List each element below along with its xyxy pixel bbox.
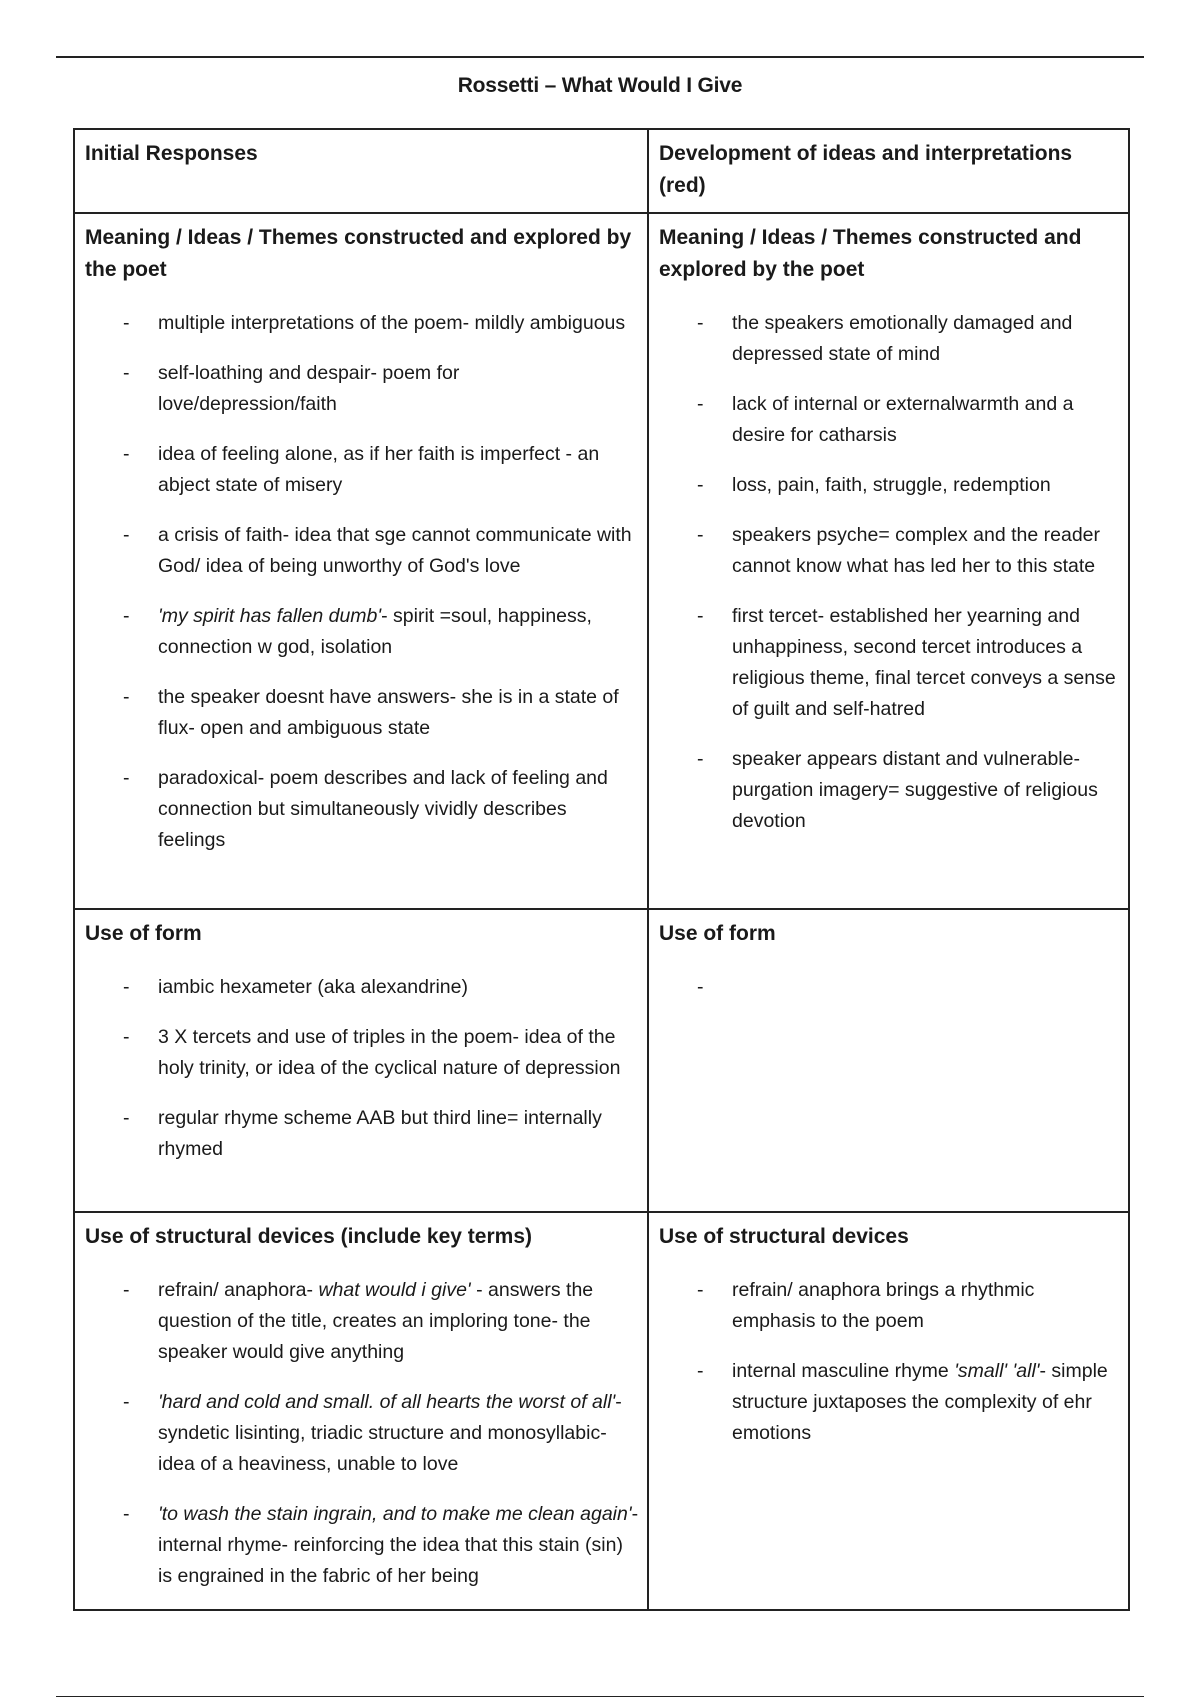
quotation: 'small' 'all': [954, 1360, 1040, 1382]
structure-heading-left: Use of structural devices (include key terms): [85, 1225, 532, 1248]
notes-table: [73, 128, 1130, 1611]
page-title: Rossetti – What Would I Give: [457, 74, 743, 97]
list-item: - idea of feeling alone, as if her faith is imperfect - an abject state of misery: [85, 439, 639, 501]
list-item: - a crisis of faith- idea that sge cannot communicate with God/ idea of being unworthy of God's love: [85, 520, 639, 582]
structure-cell-right: [648, 1212, 1129, 1610]
list-item: [85, 1387, 639, 1480]
list-item: - multiple interpretations of the poem- mildly ambiguous: [85, 308, 639, 339]
list-item: [659, 972, 1120, 1003]
list-item: - regular rhyme scheme AAB but third line= internally rhymed: [85, 1103, 639, 1165]
list-item: - speaker appears distant and vulnerable- purgation imagery= suggestive of religious devotion: [659, 744, 1120, 837]
list-item: - iambic hexameter (aka alexandrine): [85, 972, 639, 1003]
meaning-heading-left: Meaning / Ideas / Themes constructed and explored by the poet: [85, 226, 632, 281]
item-text: - spirit =soul, happiness, connection w god, isolation: [158, 605, 592, 658]
list-item: [659, 1356, 1120, 1449]
item-text: - internal rhyme- reinforcing the idea that this stain (sin) is engrained in the fabric of her being: [158, 1503, 639, 1587]
list-item: - refrain/ anaphora brings a rhythmic emphasis to the poem: [659, 1275, 1120, 1337]
bullet-list: [659, 308, 1120, 837]
bullet-list: [85, 308, 639, 856]
bullet-list: [659, 972, 1120, 1003]
form-cell-left: [74, 909, 648, 1212]
top-rule: [56, 56, 1144, 58]
bottom-rule: [56, 1696, 1144, 1697]
item-text: - syndetic lisinting, triadic structure and monosyllabic- idea of a heaviness, unable to love: [158, 1391, 622, 1475]
bullet-list: [85, 1275, 639, 1592]
meaning-cell-right: [648, 213, 1129, 909]
list-item: - the speakers emotionally damaged and depressed state of mind: [659, 308, 1120, 370]
bullet-list: [85, 972, 639, 1165]
list-item: - loss, pain, faith, struggle, redemption: [659, 470, 1120, 501]
header-row: [74, 129, 1129, 213]
quotation: 'my spirit has fallen dumb': [158, 605, 382, 627]
list-item: [85, 1499, 639, 1592]
column-heading-initial-responses: Initial Responses: [85, 142, 258, 165]
meaning-heading-right: Meaning / Ideas / Themes constructed and explored by the poet: [659, 226, 1082, 281]
quotation: 'to wash the stain ingrain, and to make me clean again': [158, 1503, 632, 1525]
item-text: - answers the question of the title, creates an imploring tone- the speaker would give anything: [158, 1279, 594, 1363]
form-heading-left: Use of form: [85, 922, 202, 945]
header-cell-left: [74, 129, 648, 213]
list-item: - lack of internal or externalwarmth and a desire for catharsis: [659, 389, 1120, 451]
item-text: internal masculine rhyme: [732, 1360, 955, 1382]
header-cell-right: [648, 129, 1129, 213]
item-text: refrain/ anaphora-: [158, 1279, 319, 1301]
list-item: - speakers psyche= complex and the reader cannot know what has led her to this state: [659, 520, 1120, 582]
form-heading-right: Use of form: [659, 922, 776, 945]
quotation: 'hard and cold and small. of all hearts the worst of all': [158, 1391, 616, 1413]
bullet-list: [659, 1275, 1120, 1449]
list-item: - the speaker doesnt have answers- she is in a state of flux- open and ambiguous state: [85, 682, 639, 744]
structure-heading-right: Use of structural devices: [659, 1225, 909, 1248]
quotation: what would i give': [318, 1279, 471, 1301]
list-item: [85, 601, 639, 663]
structure-row: [74, 1212, 1129, 1610]
list-item: - first tercet- established her yearning and unhappiness, second tercet introduces a religious theme, final tercet conveys a sense of guilt and self-hatred: [659, 601, 1120, 725]
item-text: - simple structure juxtaposes the complexity of ehr emotions: [732, 1360, 1108, 1444]
list-item: [85, 1275, 639, 1368]
meaning-row: [74, 213, 1129, 909]
list-item: - paradoxical- poem describes and lack of feeling and connection but simultaneously vividly describes feelings: [85, 763, 639, 856]
list-item: - self-loathing and despair- poem for love/depression/faith: [85, 358, 639, 420]
list-item: - 3 X tercets and use of triples in the poem- idea of the holy trinity, or idea of the cyclical nature of depression: [85, 1022, 639, 1084]
column-heading-development: Development of ideas and interpretations (red): [659, 142, 1073, 197]
form-cell-right: [648, 909, 1129, 1212]
meaning-cell-left: [74, 213, 648, 909]
form-row: [74, 909, 1129, 1212]
structure-cell-left: [74, 1212, 648, 1610]
